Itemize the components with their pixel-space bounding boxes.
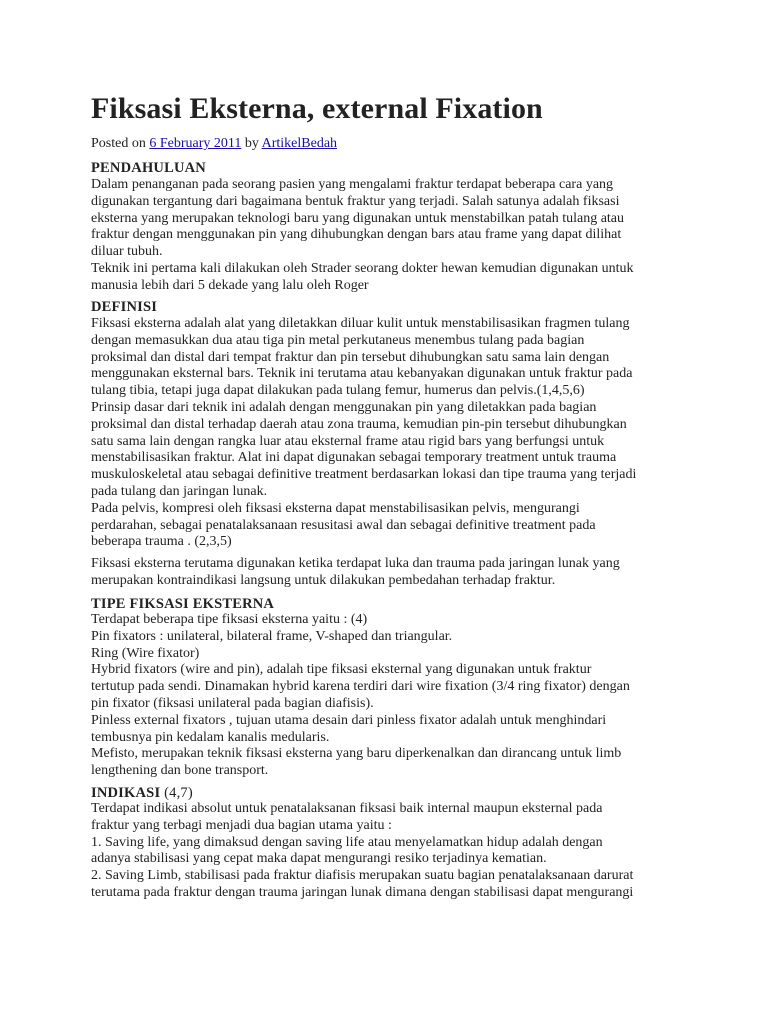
paragraph-definisi: Fiksasi eksterna adalah alat yang diletakkan diluar kulit untuk menstabilisasikan fragmen tulang dengan memasukkan dua atau tiga pin metal perkutaneus menembus tulang pada bagian proksimal dan distal dari tempat fraktur dan pin tersebut dihubungkan satu sama lain dengan menggunakan eksternal bars. Teknik ini terutama atau kebanyakan digunakan untuk fraktur pada tulang tibia, tetapi juga dapat dilakukan pada tulang femur, humerus dan pelvis.(1,4,5,6) Prinsip dasar dari teknik ini adalah dengan menggunakan pin yang diletakkan pada bagian proksimal dan distal terhadap daerah atau zona trauma, kemudian pin-pin tersebut dihubungkan satu sama lain dengan rangka luar atau eksternal frame atau rigid bars yang berfungsi untuk menstabilisasikan fraktur. Alat ini dapat digunakan sebagai temporary treatment untuk trauma muskuloskeletal atau sebagai definitive treatment berdasarkan lokasi dan tipe trauma yang terjadi pada tulang dan jaringan lunak. Pada pelvis, kompresi oleh fiksasi eksterna dapat menstabilisasikan pelvis, mengurangi perdarahan, sebagai penatalaksanaan resusitasi awal dan sebagai definitive treatment pada beberapa trauma . (2,3,5): [91, 316, 637, 550]
post-date-link[interactable]: 6 February 2011: [149, 136, 242, 151]
paragraph-definisi-2: Fiksasi eksterna terutama digunakan ketika terdapat luka dan trauma pada jaringan lunak yang merupakan kontraindikasi langsung untuk dilakukan pembedahan terhadap fraktur.: [91, 556, 620, 588]
by-label: by: [244, 136, 259, 151]
post-meta: [91, 135, 337, 153]
section-heading-indikasi: [91, 784, 193, 802]
posted-on-label: Posted on: [91, 136, 146, 151]
paragraph-indikasi: Terdapat indikasi absolut untuk penatalaksanan fiksasi baik internal maupun eksternal pada fraktur yang terbagi menjadi dua bagian utama yaitu : 1. Saving life, yang dimaksud dengan saving life atau menyelamatkan hidup adalah dengan adanya stabilisasi yang cepat maka dapat mengurangi resiko terjadinya kematian. 2. Saving Limb, stabilisasi pada fraktur diafisis merupakan suatu bagian penatalaksanaan darurat terutama pada fraktur dengan trauma jaringan lunak dimana dengan stabilisasi dapat mengurangi: [91, 801, 634, 900]
section-heading-definisi: DEFINISI: [91, 299, 158, 315]
author-link[interactable]: ArtikelBedah: [261, 136, 338, 151]
indikasi-heading-text: INDIKASI: [91, 785, 161, 801]
article-title: Fiksasi Eksterna, external Fixation: [91, 92, 543, 125]
indikasi-reference: (4,7): [164, 785, 193, 801]
section-heading-tipe: TIPE FIKSASI EKSTERNA: [91, 596, 275, 612]
section-heading-pendahuluan: PENDAHULUAN: [91, 160, 206, 176]
paragraph-pendahuluan: Dalam penanganan pada seorang pasien yang mengalami fraktur terdapat beberapa cara yang digunakan tergantung dari bagaimana bentuk fraktur yang terjadi. Salah satunya adalah fiksasi eksterna yang merupakan teknologi baru yang digunakan untuk menstabilkan patah tulang atau fraktur dengan menggunakan pin yang dihubungkan dengan bars atau frame yang dapat dilihat diluar tubuh. Teknik ini pertama kali dilakukan oleh Strader seorang dokter hewan kemudian digunakan untuk manusia lebih dari 5 dekade yang lalu oleh Roger: [91, 177, 634, 293]
paragraph-tipe: Terdapat beberapa tipe fiksasi eksterna yaitu : (4) Pin fixators : unilateral, bilateral frame, V-shaped dan triangular. Ring (Wire fixator) Hybrid fixators (wire and pin), adalah tipe fiksasi eksternal yang digunakan untuk fraktur tertutup pada sendi. Dinamakan hybrid karena terdiri dari wire fixation (3/4 ring fixator) dengan pin fixator (fiksasi unilateral pada bagian diafisis). Pinless external fixators , tujuan utama desain dari pinless fixator adalah untuk menghindari tembusnya pin kedalam kanalis medularis. Mefisto, merupakan teknik fiksasi eksterna yang baru diperkenalkan dan dirancang untuk limb lengthening dan bone transport.: [91, 612, 630, 779]
